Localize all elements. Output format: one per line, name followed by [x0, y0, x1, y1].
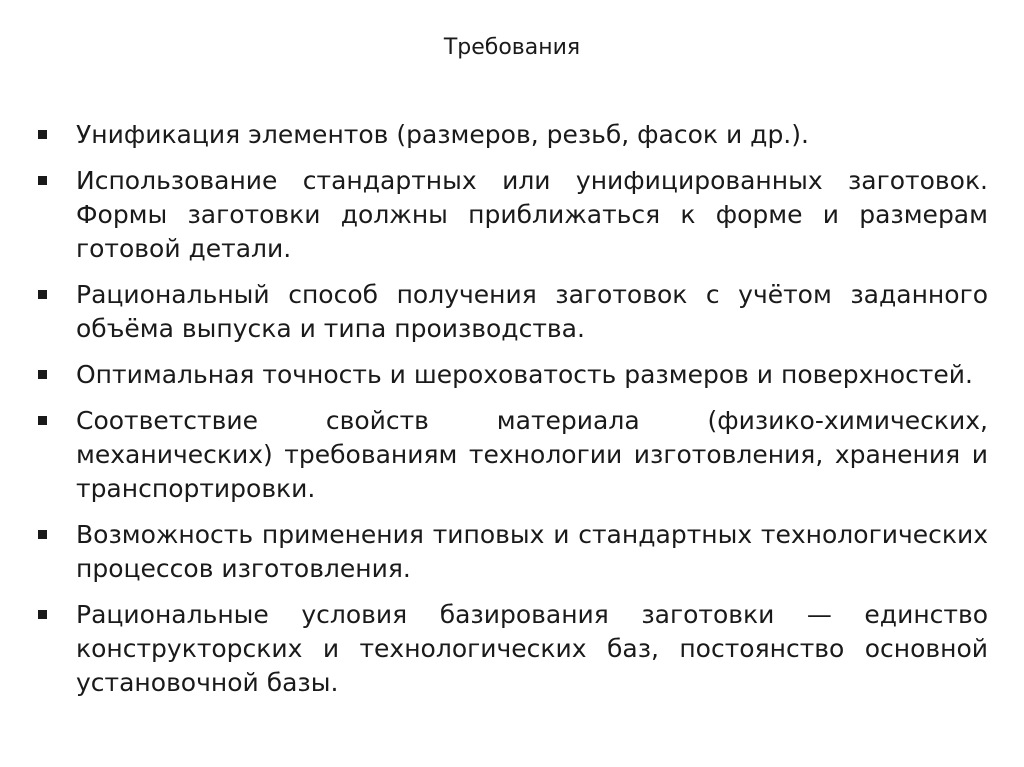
list-item	[38, 164, 988, 266]
list-item-text: Рациональные условия базирования заготовки — единство конструкторских и технологических баз, постоянство основной установочной базы.	[76, 600, 988, 697]
list-item-text: Унификация элементов (размеров, резьб, фасок и др.).	[76, 120, 809, 149]
list-item-text: Рациональный способ получения заготовок с учётом заданного объёма выпуска и типа производства.	[76, 280, 988, 343]
square-bullet-icon	[38, 290, 47, 299]
square-bullet-icon	[38, 176, 47, 185]
list-item-text: Использование стандартных или унифицированных заготовок. Формы заготовки должны приближаться к форме и размерам готовой детали.	[76, 166, 988, 263]
list-item	[38, 598, 988, 700]
list-item	[38, 518, 988, 586]
slide-title: Требования	[443, 35, 581, 60]
list-item	[38, 404, 988, 506]
square-bullet-icon	[38, 530, 47, 539]
list-item	[38, 358, 988, 392]
requirements-list	[38, 118, 988, 712]
list-item-text: Соответствие свойств материала (физико-химических, механических) требованиям технологии изготовления, хранения и транспортировки.	[76, 406, 988, 503]
list-item-text: Оптимальная точность и шероховатость размеров и поверхностей.	[76, 360, 973, 389]
square-bullet-icon	[38, 130, 47, 139]
square-bullet-icon	[38, 370, 47, 379]
list-item	[38, 118, 988, 152]
square-bullet-icon	[38, 610, 47, 619]
square-bullet-icon	[38, 416, 47, 425]
list-item-text: Возможность применения типовых и стандартных технологических процессов изготовления.	[76, 520, 988, 583]
list-item	[38, 278, 988, 346]
